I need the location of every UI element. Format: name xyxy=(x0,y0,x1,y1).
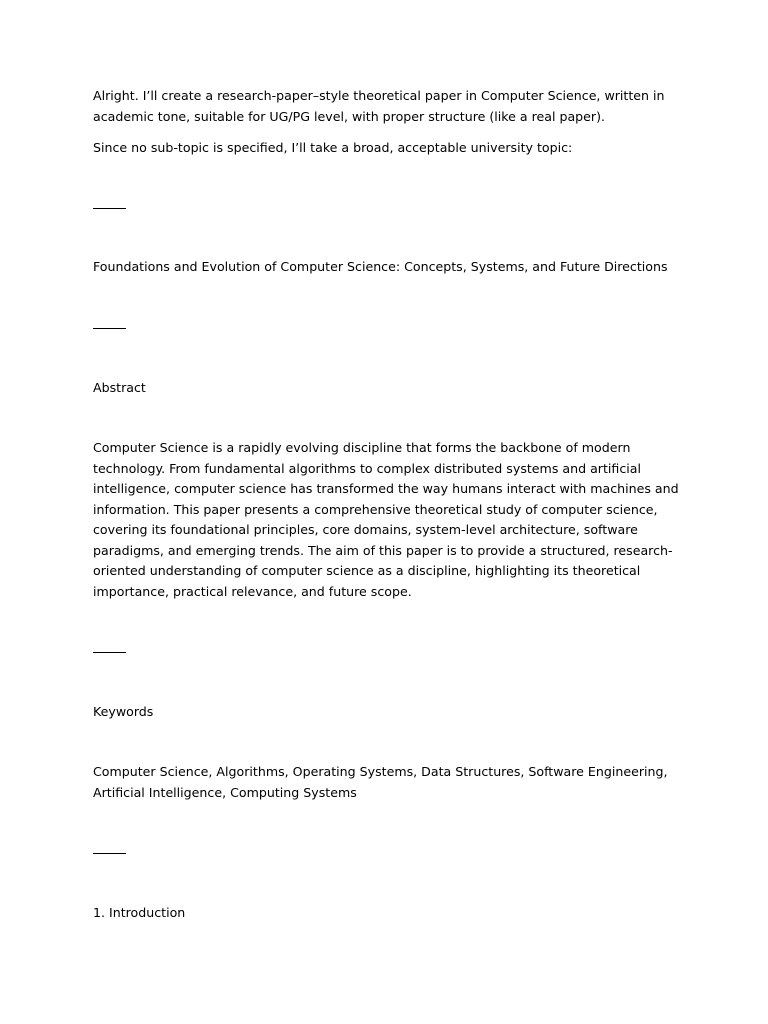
section-divider xyxy=(93,652,126,653)
section-divider xyxy=(93,853,126,854)
keywords-heading: Keywords xyxy=(93,704,154,719)
section-divider xyxy=(93,328,126,329)
paper-title: Foundations and Evolution of Computer Science: Concepts, Systems, and Future Directions xyxy=(93,259,668,274)
abstract-heading: Abstract xyxy=(93,380,146,395)
abstract-text: Computer Science is a rapidly evolving discipline that forms the backbone of modern technology. From fundamental algorithms to complex distributed systems and artificial intelligence, computer science has transformed the way humans interact with machines and information. This paper presents a comprehensive theoretical study of computer science, covering its foundational principles, core domains, system-level architecture, software paradigms, and emerging trends. The aim of this paper is to provide a structured, research-oriented understanding of computer science as a discipline, highlighting its theoretical importance, practical relevance, and future scope. xyxy=(93,440,679,599)
intro-paragraph: Alright. I’ll create a research-paper–style theoretical paper in Computer Science, written in academic tone, suitable for UG/PG level, with proper structure (like a real paper). xyxy=(93,88,665,124)
section-divider xyxy=(93,208,126,209)
intro-topic-note: Since no sub-topic is specified, I’ll take a broad, acceptable university topic: xyxy=(93,140,573,155)
keywords-text: Computer Science, Algorithms, Operating Systems, Data Structures, Software Engineering, Artificial Intelligence, Computing Systems xyxy=(93,764,668,800)
section-heading-introduction: 1. Introduction xyxy=(93,905,186,920)
